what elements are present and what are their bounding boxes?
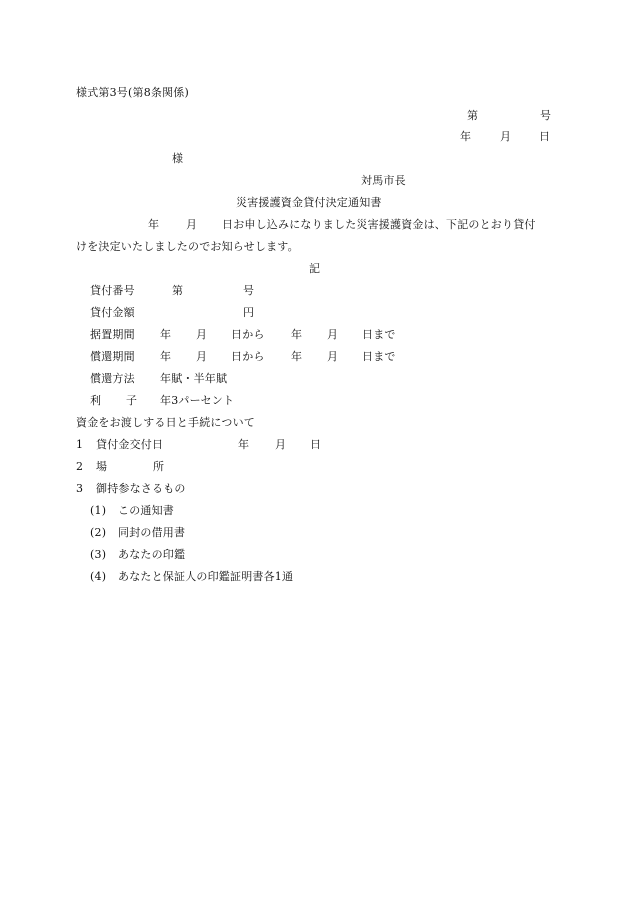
deferment-month2: 月 [327, 328, 339, 341]
loan-number-go: 号 [243, 284, 255, 297]
repayment-year2: 年 [291, 350, 303, 363]
handover-2-num: 2 [76, 460, 84, 473]
handover-1-day: 日 [310, 438, 322, 451]
deferment-year2: 年 [291, 328, 303, 341]
deferment-from: 日から [231, 328, 265, 341]
handover-2-label-2: 所 [153, 460, 165, 473]
handover-2-label-1: 場 [96, 460, 108, 473]
bring-item-1-text: この通知書 [118, 504, 174, 517]
bring-item-4-num: (4) [90, 570, 107, 583]
repayment-to: 日まで [362, 350, 396, 363]
interest-value: 年3パーセント [160, 394, 235, 407]
bring-item-2-num: (2) [90, 526, 107, 539]
repayment-method-value: 年賦・半年賦 [160, 372, 228, 385]
handover-1-label: 貸付金交付日 [96, 438, 164, 451]
bring-item-3-text: あなたの印鑑 [118, 548, 186, 561]
handover-heading: 資金をお渡しする日と手続について [76, 416, 255, 429]
ki-heading: 記 [309, 262, 321, 275]
repayment-period-label: 償還期間 [90, 350, 135, 363]
document-title: 災害援護資金貸付決定通知書 [236, 196, 382, 209]
bring-item-3-num: (3) [90, 548, 107, 561]
deferment-label: 据置期間 [90, 328, 135, 341]
repayment-year1: 年 [160, 350, 172, 363]
loan-number-label: 貸付番号 [90, 284, 135, 297]
repayment-month2: 月 [327, 350, 339, 363]
date-month: 月 [500, 130, 512, 143]
date-day: 日 [539, 130, 551, 143]
bring-item-4-text: あなたと保証人の印鑑証明書各1通 [118, 570, 294, 583]
body-month: 月 [186, 218, 198, 231]
body-year: 年 [148, 218, 160, 231]
loan-amount-yen: 円 [243, 306, 255, 319]
deferment-month1: 月 [196, 328, 208, 341]
date-year: 年 [460, 130, 472, 143]
repayment-from: 日から [231, 350, 265, 363]
bring-item-2-text: 同封の借用書 [118, 526, 186, 539]
bring-item-1-num: (1) [90, 504, 107, 517]
repayment-method-label: 償還方法 [90, 372, 135, 385]
loan-amount-label: 貸付金額 [90, 306, 135, 319]
deferment-to: 日まで [362, 328, 396, 341]
handover-1-num: 1 [76, 438, 84, 451]
interest-label-2: 子 [126, 394, 138, 407]
interest-label-1: 利 [90, 394, 102, 407]
number-go: 号 [540, 109, 552, 122]
handover-3-num: 3 [76, 482, 84, 495]
number-dai: 第 [467, 109, 479, 122]
body-line1-rest: 日お申し込みになりました災害援護資金は、下記のとおり貸付 [222, 218, 536, 231]
deferment-year1: 年 [160, 328, 172, 341]
handover-1-month: 月 [275, 438, 287, 451]
issuer: 対馬市長 [361, 174, 406, 187]
form-label: 様式第3号(第8条関係) [76, 86, 189, 99]
loan-number-dai: 第 [172, 284, 184, 297]
repayment-month1: 月 [196, 350, 208, 363]
handover-3-label: 御持参なさるもの [96, 482, 186, 495]
addressee-suffix: 様 [172, 152, 184, 165]
body-line2: けを決定いたしましたのでお知らせします。 [76, 240, 299, 253]
handover-1-year: 年 [238, 438, 250, 451]
